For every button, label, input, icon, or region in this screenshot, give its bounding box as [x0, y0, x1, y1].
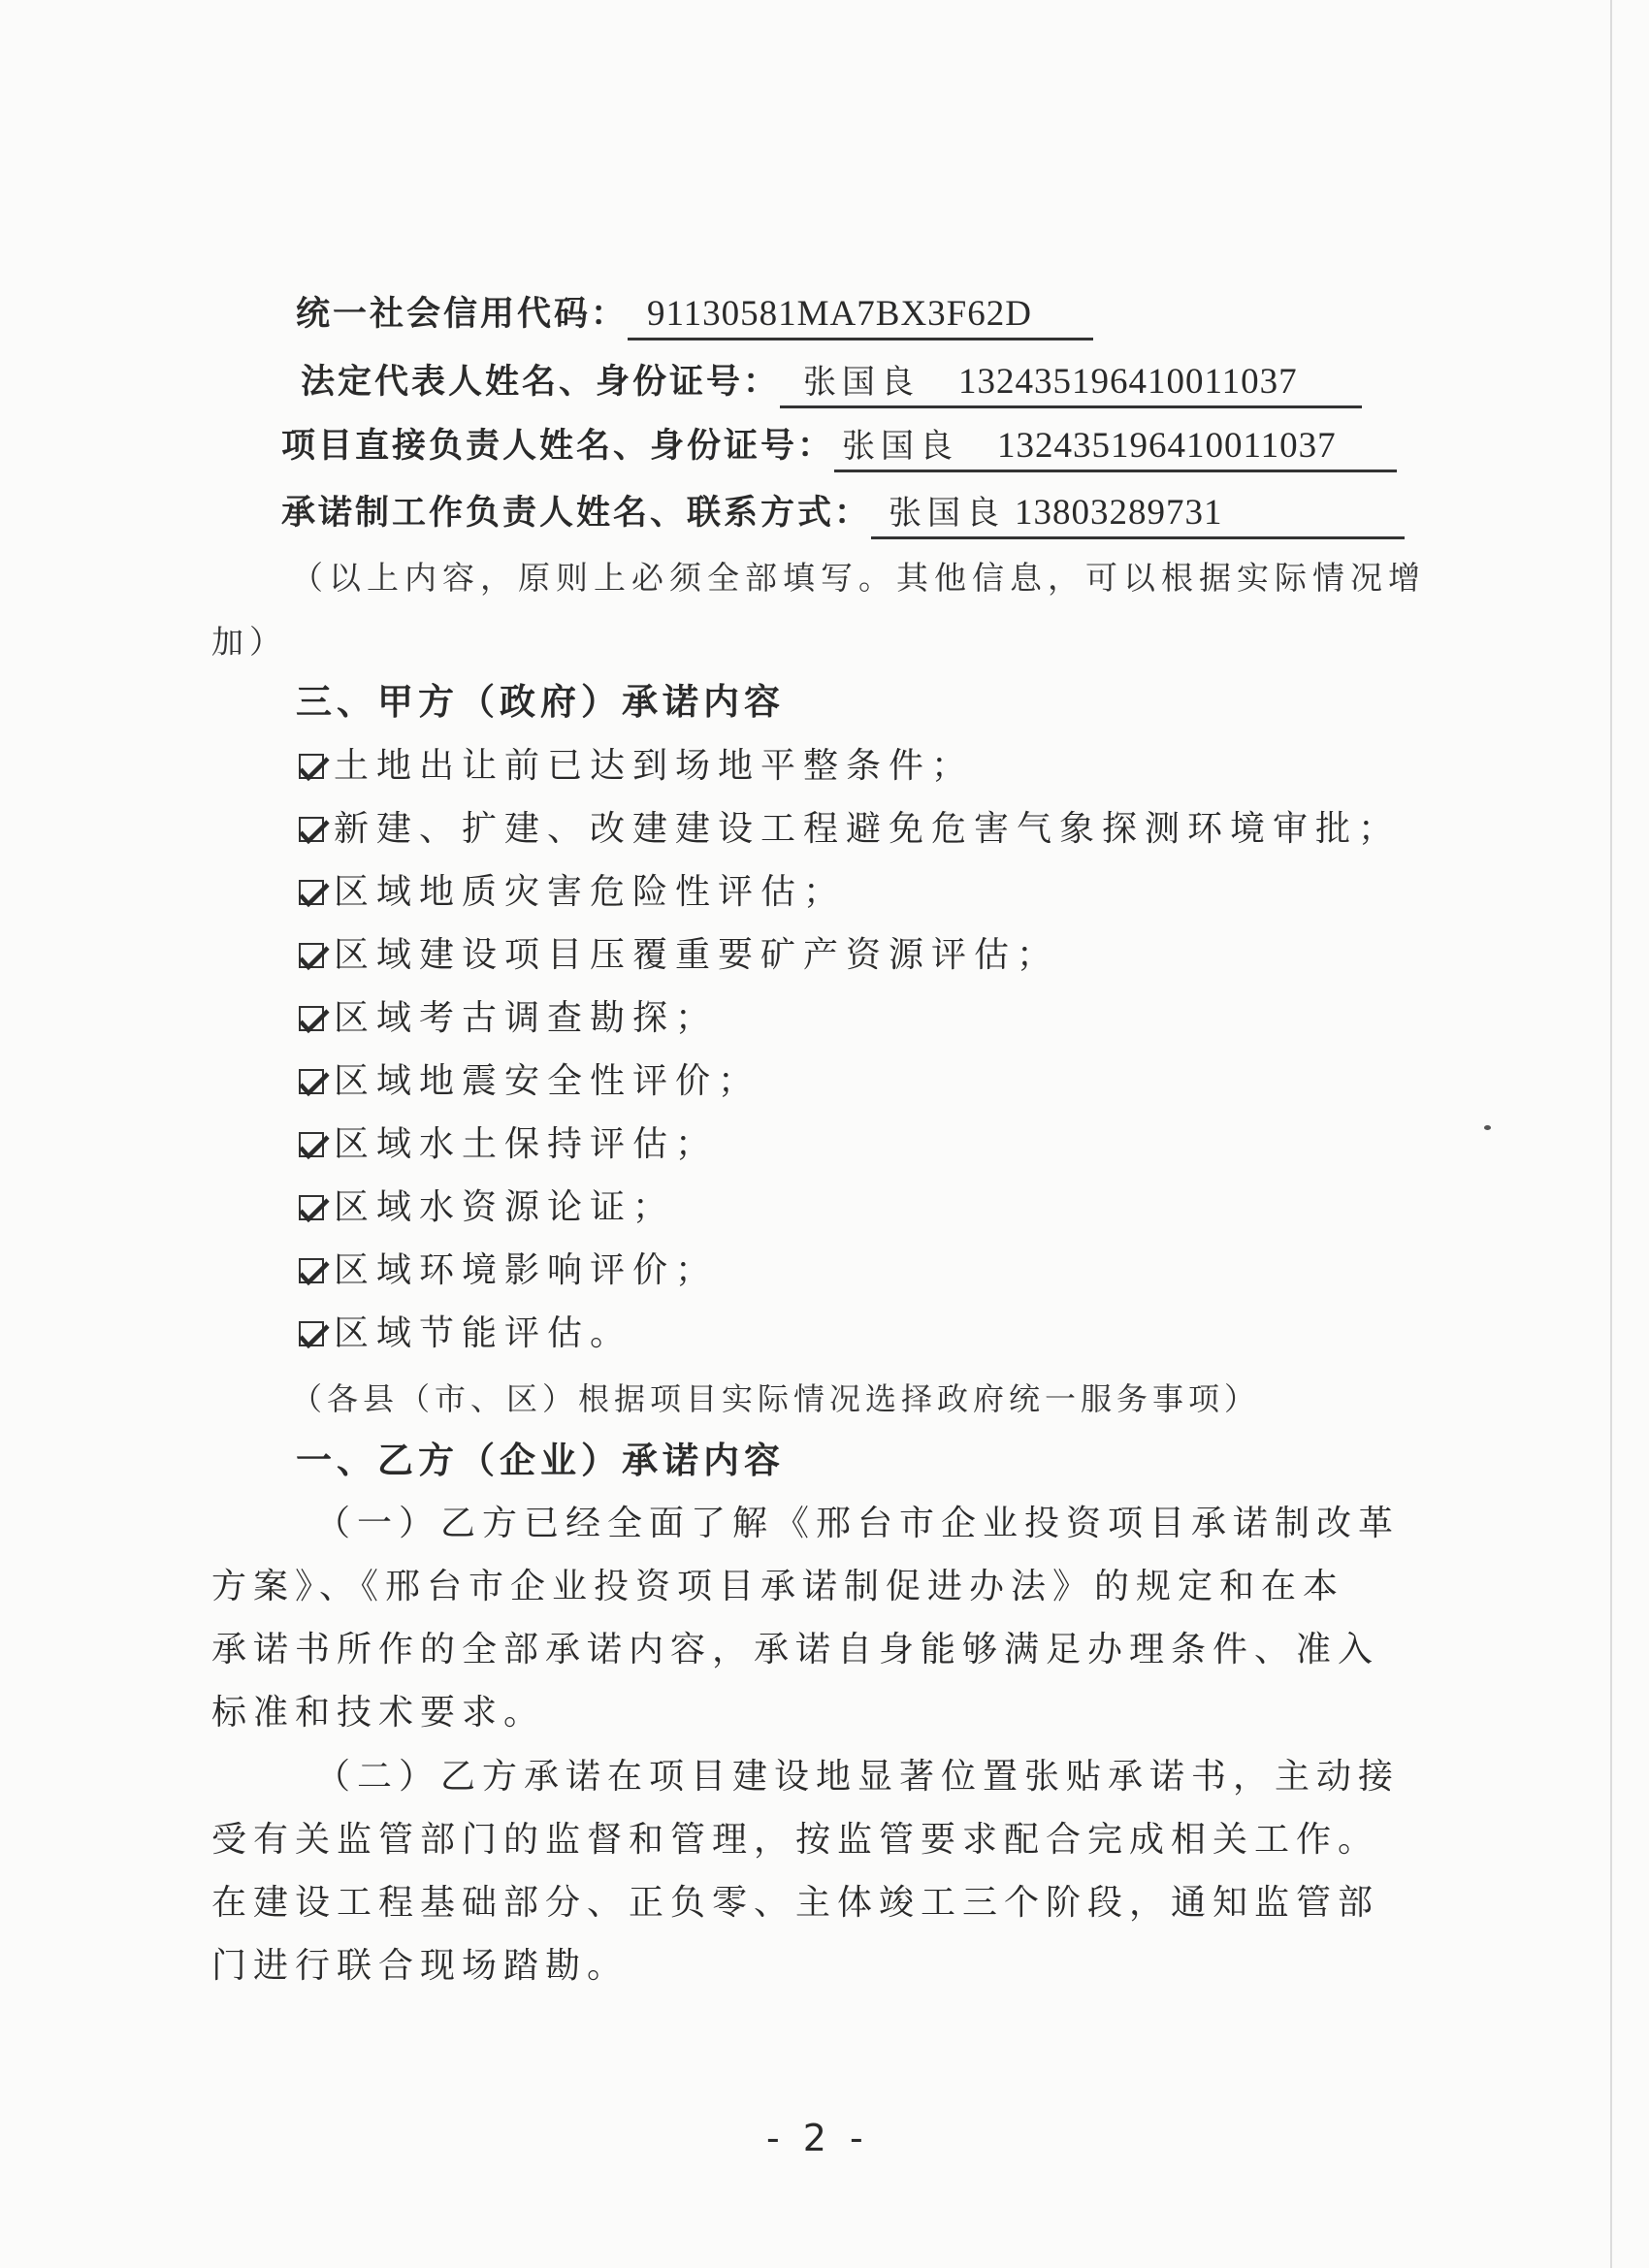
paragraph-line: 在建设工程基础部分、正负零、主体竣工三个阶段，通知监管部	[211, 1883, 1380, 1923]
checklist-item: 区域节能评估。	[299, 1311, 632, 1357]
field-label: 统一社会信用代码：	[296, 295, 629, 334]
checkbox-checked-icon[interactable]	[299, 1258, 324, 1283]
page-number: - 2 -	[766, 2117, 869, 2159]
section-company-heading: 一、乙方（企业）承诺内容	[296, 1440, 785, 1481]
checklist-item: 区域地震安全性评价；	[299, 1058, 760, 1105]
checkbox-checked-icon[interactable]	[299, 943, 324, 968]
checklist-item: 区域地质灾害危险性评估；	[299, 869, 846, 916]
checklist-item: 区域建设项目压覆重要矿产资源评估；	[299, 932, 1059, 979]
info-field-project-lead	[281, 423, 1397, 472]
field-label: 承诺制工作负责人姓名、联系方式：	[281, 494, 872, 533]
commitment-lead-value	[871, 490, 1405, 539]
paragraph-line: （二）乙方承诺在项目建设地显著位置张贴承诺书，主动接	[315, 1757, 1401, 1797]
paragraph-line: 方案》、《邢台市企业投资项目承诺制促进办法》的规定和在本	[211, 1567, 1345, 1606]
section-gov-note: （各县（市、区）根据项目实际情况选择政府统一服务事项）	[291, 1380, 1261, 1417]
fill-note-line-2: 加）	[211, 623, 287, 661]
paragraph-line: 标准和技术要求。	[211, 1693, 546, 1733]
fill-note-line-1: （以上内容，原则上必须全部填写。其他信息，可以根据实际情况增	[291, 559, 1426, 597]
checklist-item: 区域环境影响评价；	[299, 1247, 718, 1294]
checkbox-checked-icon[interactable]	[299, 1069, 324, 1094]
checklist-item: 区域水土保持评估；	[299, 1121, 718, 1168]
field-label: 法定代表人姓名、身份证号：	[301, 363, 781, 402]
info-field-commitment-lead	[281, 490, 1405, 539]
project-lead-id: 132435196410011037	[997, 426, 1337, 466]
checkbox-checked-icon[interactable]	[299, 1006, 324, 1031]
checkbox-checked-icon[interactable]	[299, 880, 324, 905]
checkbox-checked-icon[interactable]	[299, 1195, 324, 1220]
checklist-item: 新建、扩建、改建建设工程避免危害气象探测环境审批；	[299, 806, 1401, 853]
scan-page-edge	[1610, 0, 1612, 2268]
checkbox-checked-icon[interactable]	[299, 1321, 324, 1346]
paragraph-line: 承诺书所作的全部承诺内容，承诺自身能够满足办理条件、准入	[211, 1630, 1380, 1669]
commitment-lead-contact: 13803289731	[1015, 493, 1223, 533]
legal-rep-id: 132435196410011037	[958, 362, 1298, 402]
checkbox-checked-icon[interactable]	[299, 1132, 324, 1157]
checklist-item: 土地出让前已达到场地平整条件；	[299, 743, 974, 790]
project-lead-value	[834, 423, 1397, 472]
paragraph-line: （一）乙方已经全面了解《邢台市企业投资项目承诺制改革	[315, 1504, 1401, 1543]
info-field-credit-code	[296, 291, 1093, 340]
info-field-legal-rep	[301, 359, 1362, 408]
project-lead-name: 张国良	[842, 427, 959, 466]
checkbox-checked-icon[interactable]	[299, 817, 324, 842]
scan-speck	[1484, 1125, 1491, 1130]
checklist-item: 区域考古调查勘探；	[299, 995, 718, 1042]
paragraph-line: 门进行联合现场踏勘。	[211, 1946, 630, 1986]
credit-code-value: 91130581MA7BX3F62D	[628, 291, 1093, 340]
commitment-lead-name: 张国良	[889, 494, 1006, 533]
checkbox-checked-icon[interactable]	[299, 754, 324, 779]
legal-rep-name: 张国良	[803, 363, 921, 402]
paragraph-line: 受有关监管部门的监督和管理，按监管要求配合完成相关工作。	[211, 1820, 1380, 1860]
checklist-item: 区域水资源论证；	[299, 1184, 675, 1231]
legal-rep-value	[780, 359, 1362, 408]
field-label: 项目直接负责人姓名、身份证号：	[281, 427, 835, 466]
section-gov-heading: 三、甲方（政府）承诺内容	[296, 681, 785, 723]
